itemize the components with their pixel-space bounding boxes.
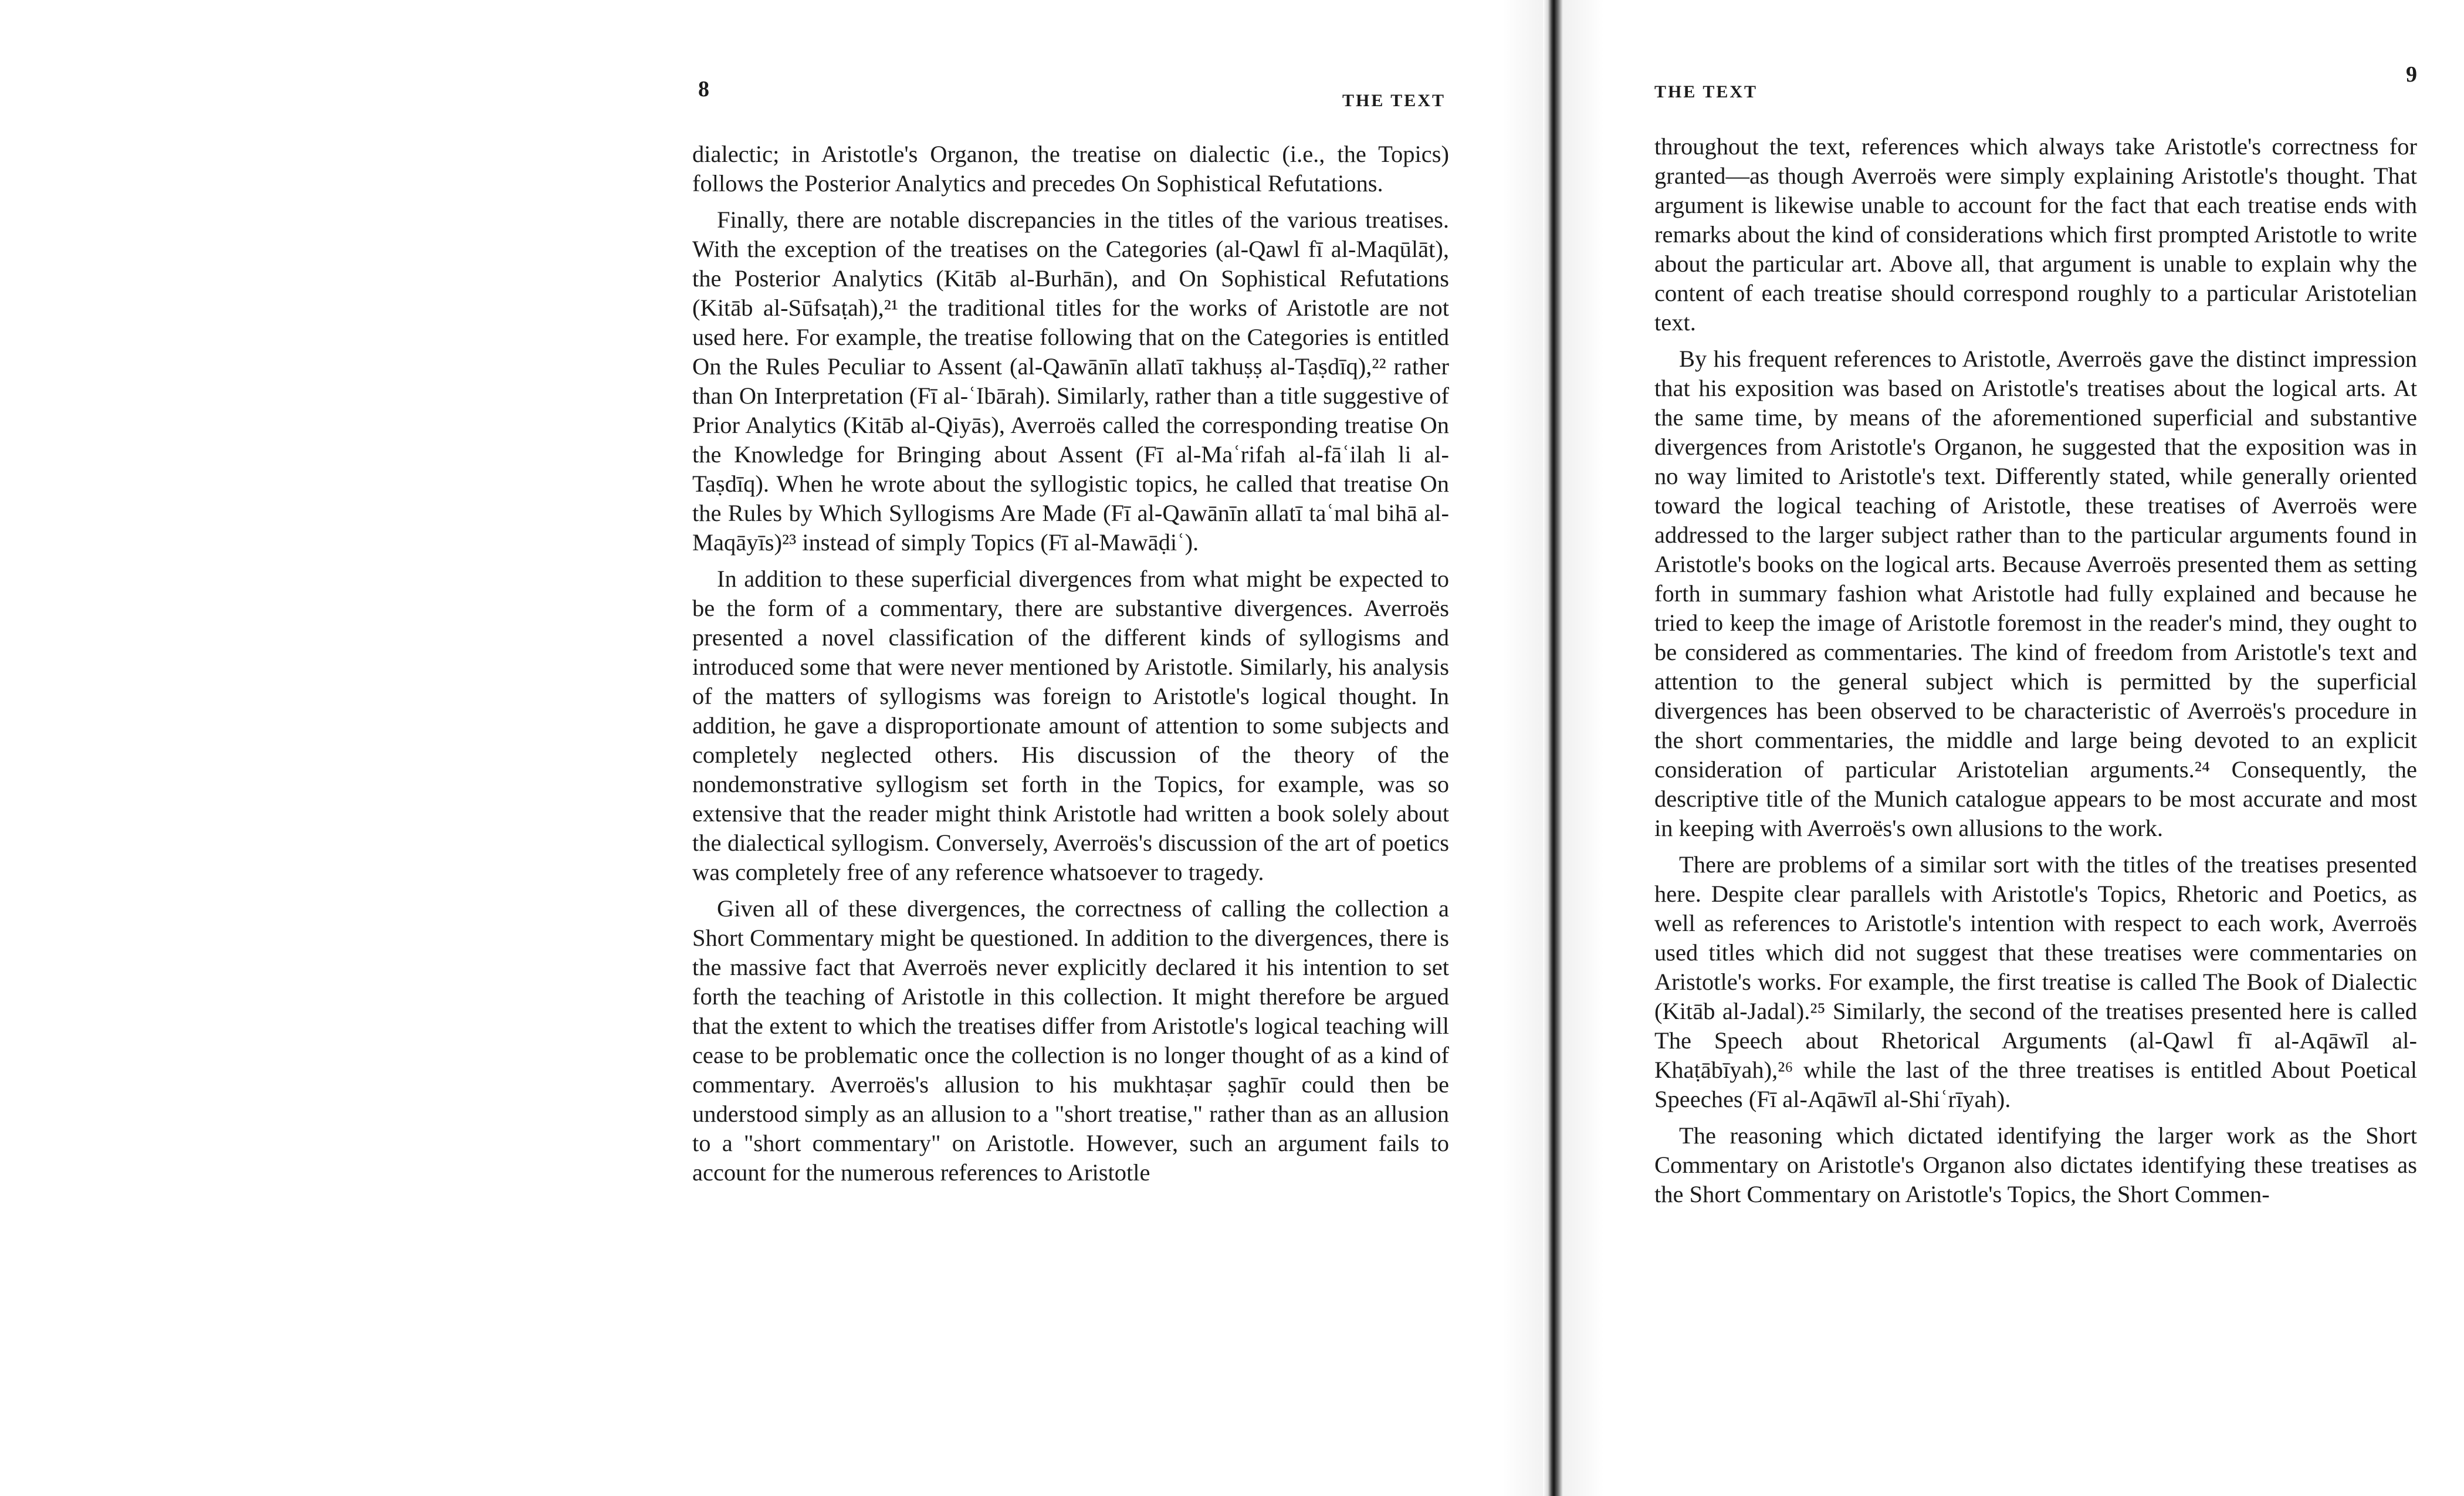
left-paragraph-3: In addition to these superficial divergences from what might be expected to be the form of a commentary, there are substantive divergences. Averroës presented a novel classification of the different kinds of syllogisms and introduced some that were never mentioned by Aristotle. Similarly, his analysis of the matters of syllogisms was foreign to Aristotle's logical thought. In addition, he gave a disproportionate amount of attention to some subjects and completely neglected others. His discussion of the theory of the nondemonstrative syllogism set forth in the Topics, for example, was so extensive that the reader might think Aristotle had written a book solely about the dialectical syllogism. Conversely, Averroës's discussion of the art of poetics was completely free of any reference whatsoever to tragedy. xyxy=(692,566,1449,885)
right-paragraph-4: The reasoning which dictated identifying the larger work as the Short Commentary on Aristotle's Organon also dictates identifying these treatises as the Short Commentary on Aristotle's Topics, the Short Commen- xyxy=(1654,1122,2417,1207)
left-paragraph-1: dialectic; in Aristotle's Organon, the treatise on dialectic (i.e., the Topics) follows the Posterior Analytics and precedes On Sophistical Refutations. xyxy=(692,141,1449,197)
right-paragraph-1: throughout the text, references which always take Aristotle's correctness for granted—as though Averroës were simply explaining Aristotle's thought. That argument is likewise unable to account for the fact that each treatise ends with remarks about the kind of considerations which first prompted Aristotle to write about the particular art. Above all, that argument is unable to explain why the content of each treatise should correspond roughly to a particular Aristotelian text. xyxy=(1654,133,2417,336)
left-paragraph-2: Finally, there are notable discrepancies in the titles of the various treatises. With the exception of the treatises on the Categories (al-Qawl fī al-Maqūlāt), the Posterior Analytics (Kitāb al-Burhān), and On Sophistical Refutations (Kitāb al-Sūfsaṭah),²¹ the traditional titles for the works of Aristotle are not used here. For example, the treatise following that on the Categories is entitled On the Rules Peculiar to Assent (al-Qawānīn allatī takhuṣṣ al-Taṣdīq),²² rather than On Interpretation (Fī al-ʿIbārah). Similarly, rather than a title suggestive of Prior Analytics (Kitāb al-Qiyās), Averroës called the corresponding treatise On the Knowledge for Bringing about Assent (Fī al-Maʿrifah al-fāʿilah li al-Taṣdīq). When he wrote about the syllogistic topics, he called that treatise On the Rules by Which Syllogisms Are Made (Fī al-Qawānīn allatī taʿmal bihā al-Maqāyīs)²³ instead of simply Topics (Fī al-Mawāḍiʿ). xyxy=(692,207,1449,556)
left-body-text xyxy=(692,140,1449,1194)
right-page-number: 9 xyxy=(2406,62,2417,87)
gutter-shadow-left xyxy=(1502,0,1543,1496)
right-paragraph-3: There are problems of a similar sort with the titles of the treatises presented here. Despite clear parallels with Aristotle's Topics, Rhetoric and Poetics, as well as references to Aristotle's intention with respect to each work, Averroës used titles which did not suggest that these treatises were commentaries on Aristotle's works. For example, the first treatise is called The Book of Dialectic (Kitāb al-Jadal).²⁵ Similarly, the second of the treatises presented here is called The Speech about Rhetorical Arguments (al-Qawl fī al-Aqāwīl al-Khaṭābīyah),²⁶ while the last of the three treatises is entitled About Poetical Speeches (Fī al-Aqāwīl al-Shiʿrīyah). xyxy=(1654,851,2417,1112)
book-gutter xyxy=(1543,0,1563,1496)
left-running-head: THE TEXT xyxy=(1342,91,1446,110)
gutter-shadow-right xyxy=(1563,0,1604,1496)
right-body-text xyxy=(1654,132,2417,1216)
right-running-head: THE TEXT xyxy=(1654,82,1758,101)
left-page-number: 8 xyxy=(698,77,709,101)
right-paragraph-2: By his frequent references to Aristotle, Averroës gave the distinct impression that his exposition was based on Aristotle's treatises about the logical arts. At the same time, by means of the aforementioned superficial and substantive divergences from Aristotle's Organon, he suggested that the exposition was in no way limited to Aristotle's text. Differently stated, while generally oriented toward the logical teaching of Aristotle, these treatises of Averroës were addressed to the larger subject rather than to the particular arguments found in Aristotle's books on the logical arts. Because Averroës presented them as setting forth in summary fashion what Aristotle had fully explained and because he tried to keep the image of Aristotle foremost in the reader's mind, they ought to be considered as commentaries. The kind of freedom from Aristotle's text and attention to the general subject which is permitted by the superficial divergences has been observed to be characteristic of Averroës's procedure in the short commentaries, the middle and large being devoted to an explicit consideration of particular Aristotelian arguments.²⁴ Consequently, the descriptive title of the Munich catalogue appears to be most accurate and most in keeping with Averroës's own allusions to the work. xyxy=(1654,346,2417,841)
left-paragraph-4: Given all of these divergences, the correctness of calling the collection a Short Commentary might be questioned. In addition to the divergences, there is the massive fact that Averroës never explicitly declared it his intention to set forth the teaching of Aristotle in this collection. It might therefore be argued that the extent to which the treatises differ from Aristotle's logical teaching will cease to be problematic once the collection is no longer thought of as a kind of commentary. Averroës's allusion to his mukhtaṣar ṣaghīr could then be understood simply as an allusion to a "short treatise," rather than as an allusion to a "short commentary" on Aristotle. However, such an argument fails to account for the numerous references to Aristotle xyxy=(692,895,1449,1186)
